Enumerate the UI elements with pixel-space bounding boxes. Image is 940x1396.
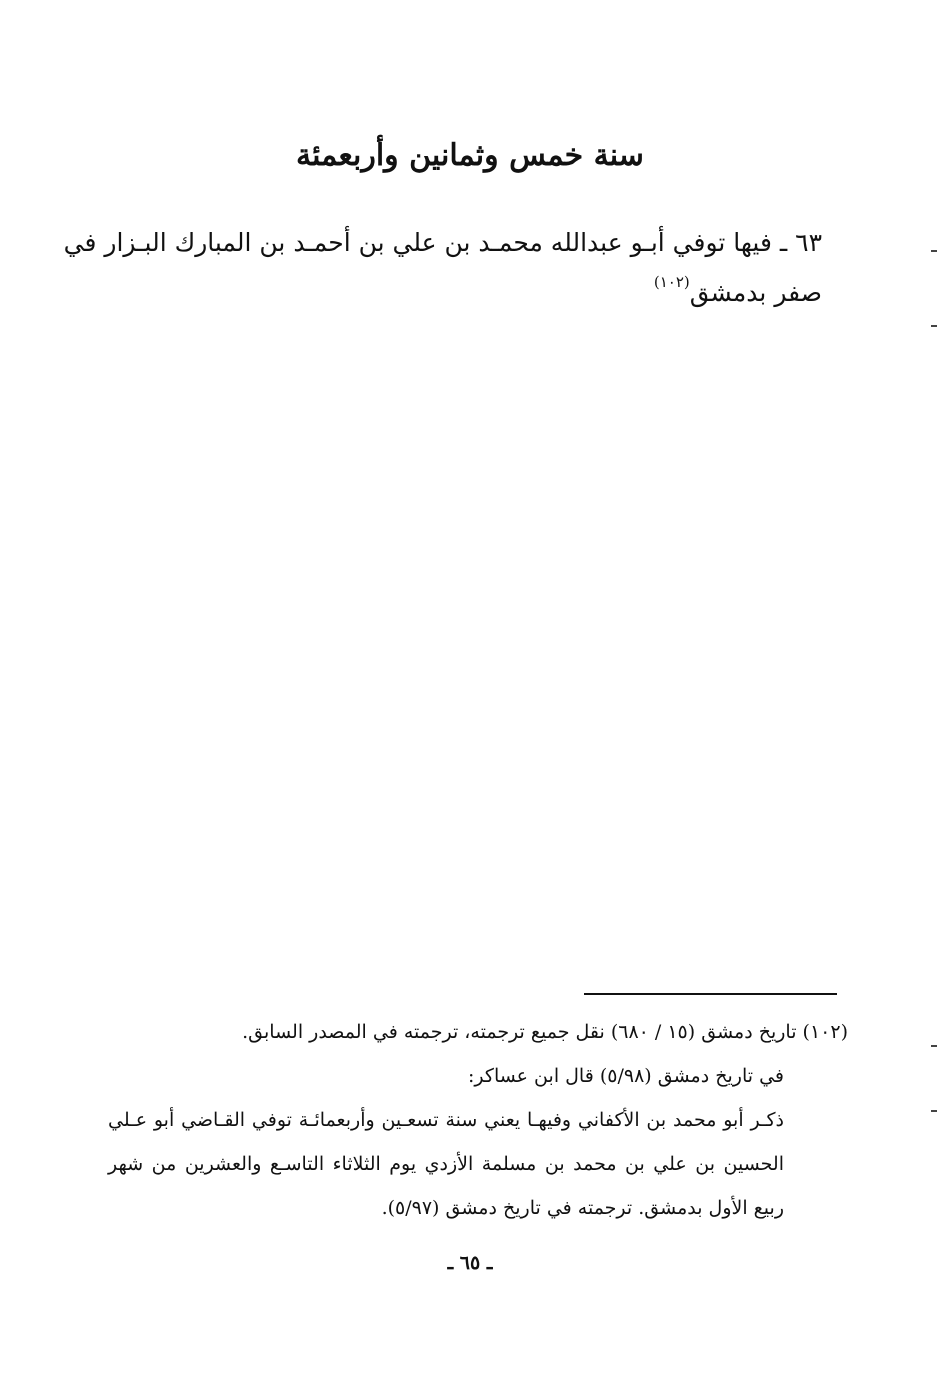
footnote-reference[interactable]: (١٠٢) <box>653 273 690 291</box>
entry-line-1: ٦٣ ـ فيها توفي أبـو عبدالله محمـد بن علي بن أحمـد بن المبارك البـزار في <box>63 228 822 257</box>
margin-mark <box>931 1045 937 1047</box>
page-number: ـ ٦٥ ـ <box>447 1252 493 1274</box>
year-heading: سنة خمس وثمانين وأربعمئة <box>296 138 644 173</box>
footnote-line-4: الحسين بن علي بن محمد بن مسلمة الأزدي يوم الثلاثاء التاسـع والعشرين من شهر <box>108 1153 784 1175</box>
margin-mark <box>931 325 937 327</box>
footnotes-block <box>108 1010 848 1230</box>
margin-mark <box>931 1110 937 1112</box>
footnote-line-2: في تاريخ دمشق (٥/٩٨) قال ابن عساكر: <box>468 1065 784 1087</box>
footnote-separator <box>584 993 837 995</box>
entry-line-2 <box>102 268 822 318</box>
biography-entry <box>63 218 822 318</box>
margin-mark <box>931 250 937 252</box>
footnote-line-1: (١٠٢) تاريخ دمشق (١٥ / ٦٨٠) نقل جميع ترجمته، ترجمته في المصدر السابق. <box>242 1021 848 1043</box>
footnote-line-3: ذكـر أبو محمد بن الأكفاني وفيهـا يعني سنة تسعـين وأربعمائـة توفي القـاضي أبو عـلي <box>108 1109 784 1131</box>
entry-line-2-text: صفر بدمشق <box>689 278 822 307</box>
footnote-line-5: ربيع الأول بدمشق. ترجمته في تاريخ دمشق (٥/٩٧). <box>381 1197 784 1219</box>
